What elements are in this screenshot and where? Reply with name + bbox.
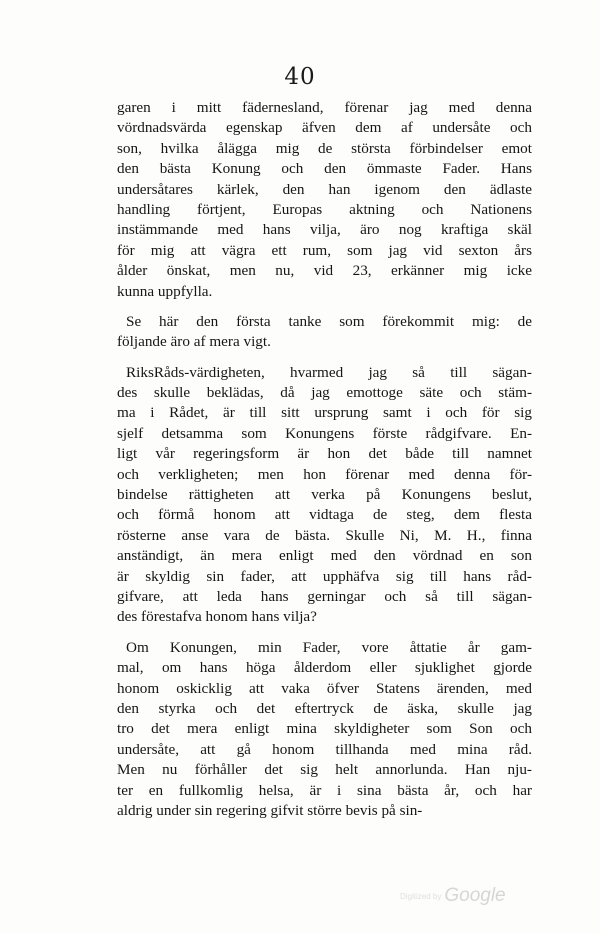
text-line: tro det mera enligt mina skyldigheter som Son och [117, 720, 532, 738]
text-line: den styrka och det eftertryck de äska, skulle jag [117, 699, 532, 717]
text-line: Se här den första tanke som förekommit mig: de [126, 312, 532, 330]
text-line: aldrig under sin regering gifvit större bevis på sin- [117, 801, 423, 819]
text-line: Om Konungen, min Fader, vore åttatie år gam- [126, 638, 532, 656]
text-line: son, hvilka ålägga mig de största förbindelser emot [117, 139, 532, 157]
text-line: garen i mitt fädernesland, förenar jag med denna [117, 99, 532, 116]
text-line: ma i Rådet, är till sitt ursprung samt i och för sig [117, 404, 532, 422]
text-line: RiksRåds-värdigheten, hvarmed jag så till sägan- [126, 363, 532, 381]
text-line: Men nu förhåller det sig helt annorlunda. Han nju- [117, 761, 532, 779]
text-line: des förestafva honom hans vilja? [117, 608, 317, 626]
text-line: mal, om hans höga ålderdom eller sjuklighet gjorde [117, 659, 532, 677]
text-line: instämmande med hans vilja, äro nog kraftiga skäl [117, 221, 532, 239]
paragraph-gap [117, 628, 532, 638]
paragraph-gap [117, 353, 532, 363]
text-line: undersåte, att gå honom tillhanda med mina råd. [117, 740, 532, 758]
watermark-brand: Google [444, 885, 506, 906]
text-line: handling förtjent, Europas aktning och Nationens [117, 200, 532, 218]
text-line: ligt vår regeringsform är hon det både till namnet [117, 445, 532, 463]
text-line: följande äro af mera vigt. [117, 333, 271, 351]
text-line: vördnadsvärda egenskap äfven dem af undersåte och [117, 119, 532, 137]
text-line: ter en fullkomlig helsa, är i sina bästa år, och har [117, 781, 532, 799]
text-line: ålder önskat, men nu, vid 23, erkänner mig icke [117, 262, 532, 280]
paragraph [117, 312, 532, 353]
text-line: des skulle beklädas, då jag emottoge säte och stäm- [117, 384, 532, 402]
paragraph [117, 98, 532, 302]
text-line: och verkligheten; men hon förenar med denna för- [117, 465, 532, 483]
digitization-watermark [400, 885, 506, 907]
text-line: anständigt, än mera enligt med den vördnad en son [117, 547, 532, 565]
body-text [117, 98, 532, 821]
text-line: gifvare, att leda hans gerningar och så till sägan- [117, 587, 532, 605]
page-number: 40 [284, 64, 316, 90]
text-line: och förmå honom att vidtaga de steg, dem flesta [117, 506, 532, 524]
text-line: den bästa Konung och den ömmaste Fader. Hans [117, 160, 532, 178]
watermark-caption: Digitized by [400, 892, 442, 902]
text-line: är skyldig sin fader, att upphäfva sig till hans råd- [117, 567, 532, 585]
paragraph-gap [117, 302, 532, 312]
text-line: kunna uppfylla. [117, 282, 213, 300]
text-line: bindelse rättigheten att verka på Konungens beslut, [117, 486, 532, 504]
text-line: undersåtares kärlek, den han igenom den ädlaste [117, 180, 532, 198]
paragraph [117, 363, 532, 628]
paragraph [117, 638, 532, 822]
text-line: sjelf detsamma som Konungens förste rådgifvare. En- [117, 424, 532, 442]
text-line: för mig att vägra ett rum, som jag vid sexton års [117, 241, 532, 259]
text-line: rösterne anse vara de bästa. Skulle Ni, M. H., finna [117, 526, 532, 544]
text-line: honom oskicklig att vaka öfver Statens ärenden, med [117, 679, 532, 697]
